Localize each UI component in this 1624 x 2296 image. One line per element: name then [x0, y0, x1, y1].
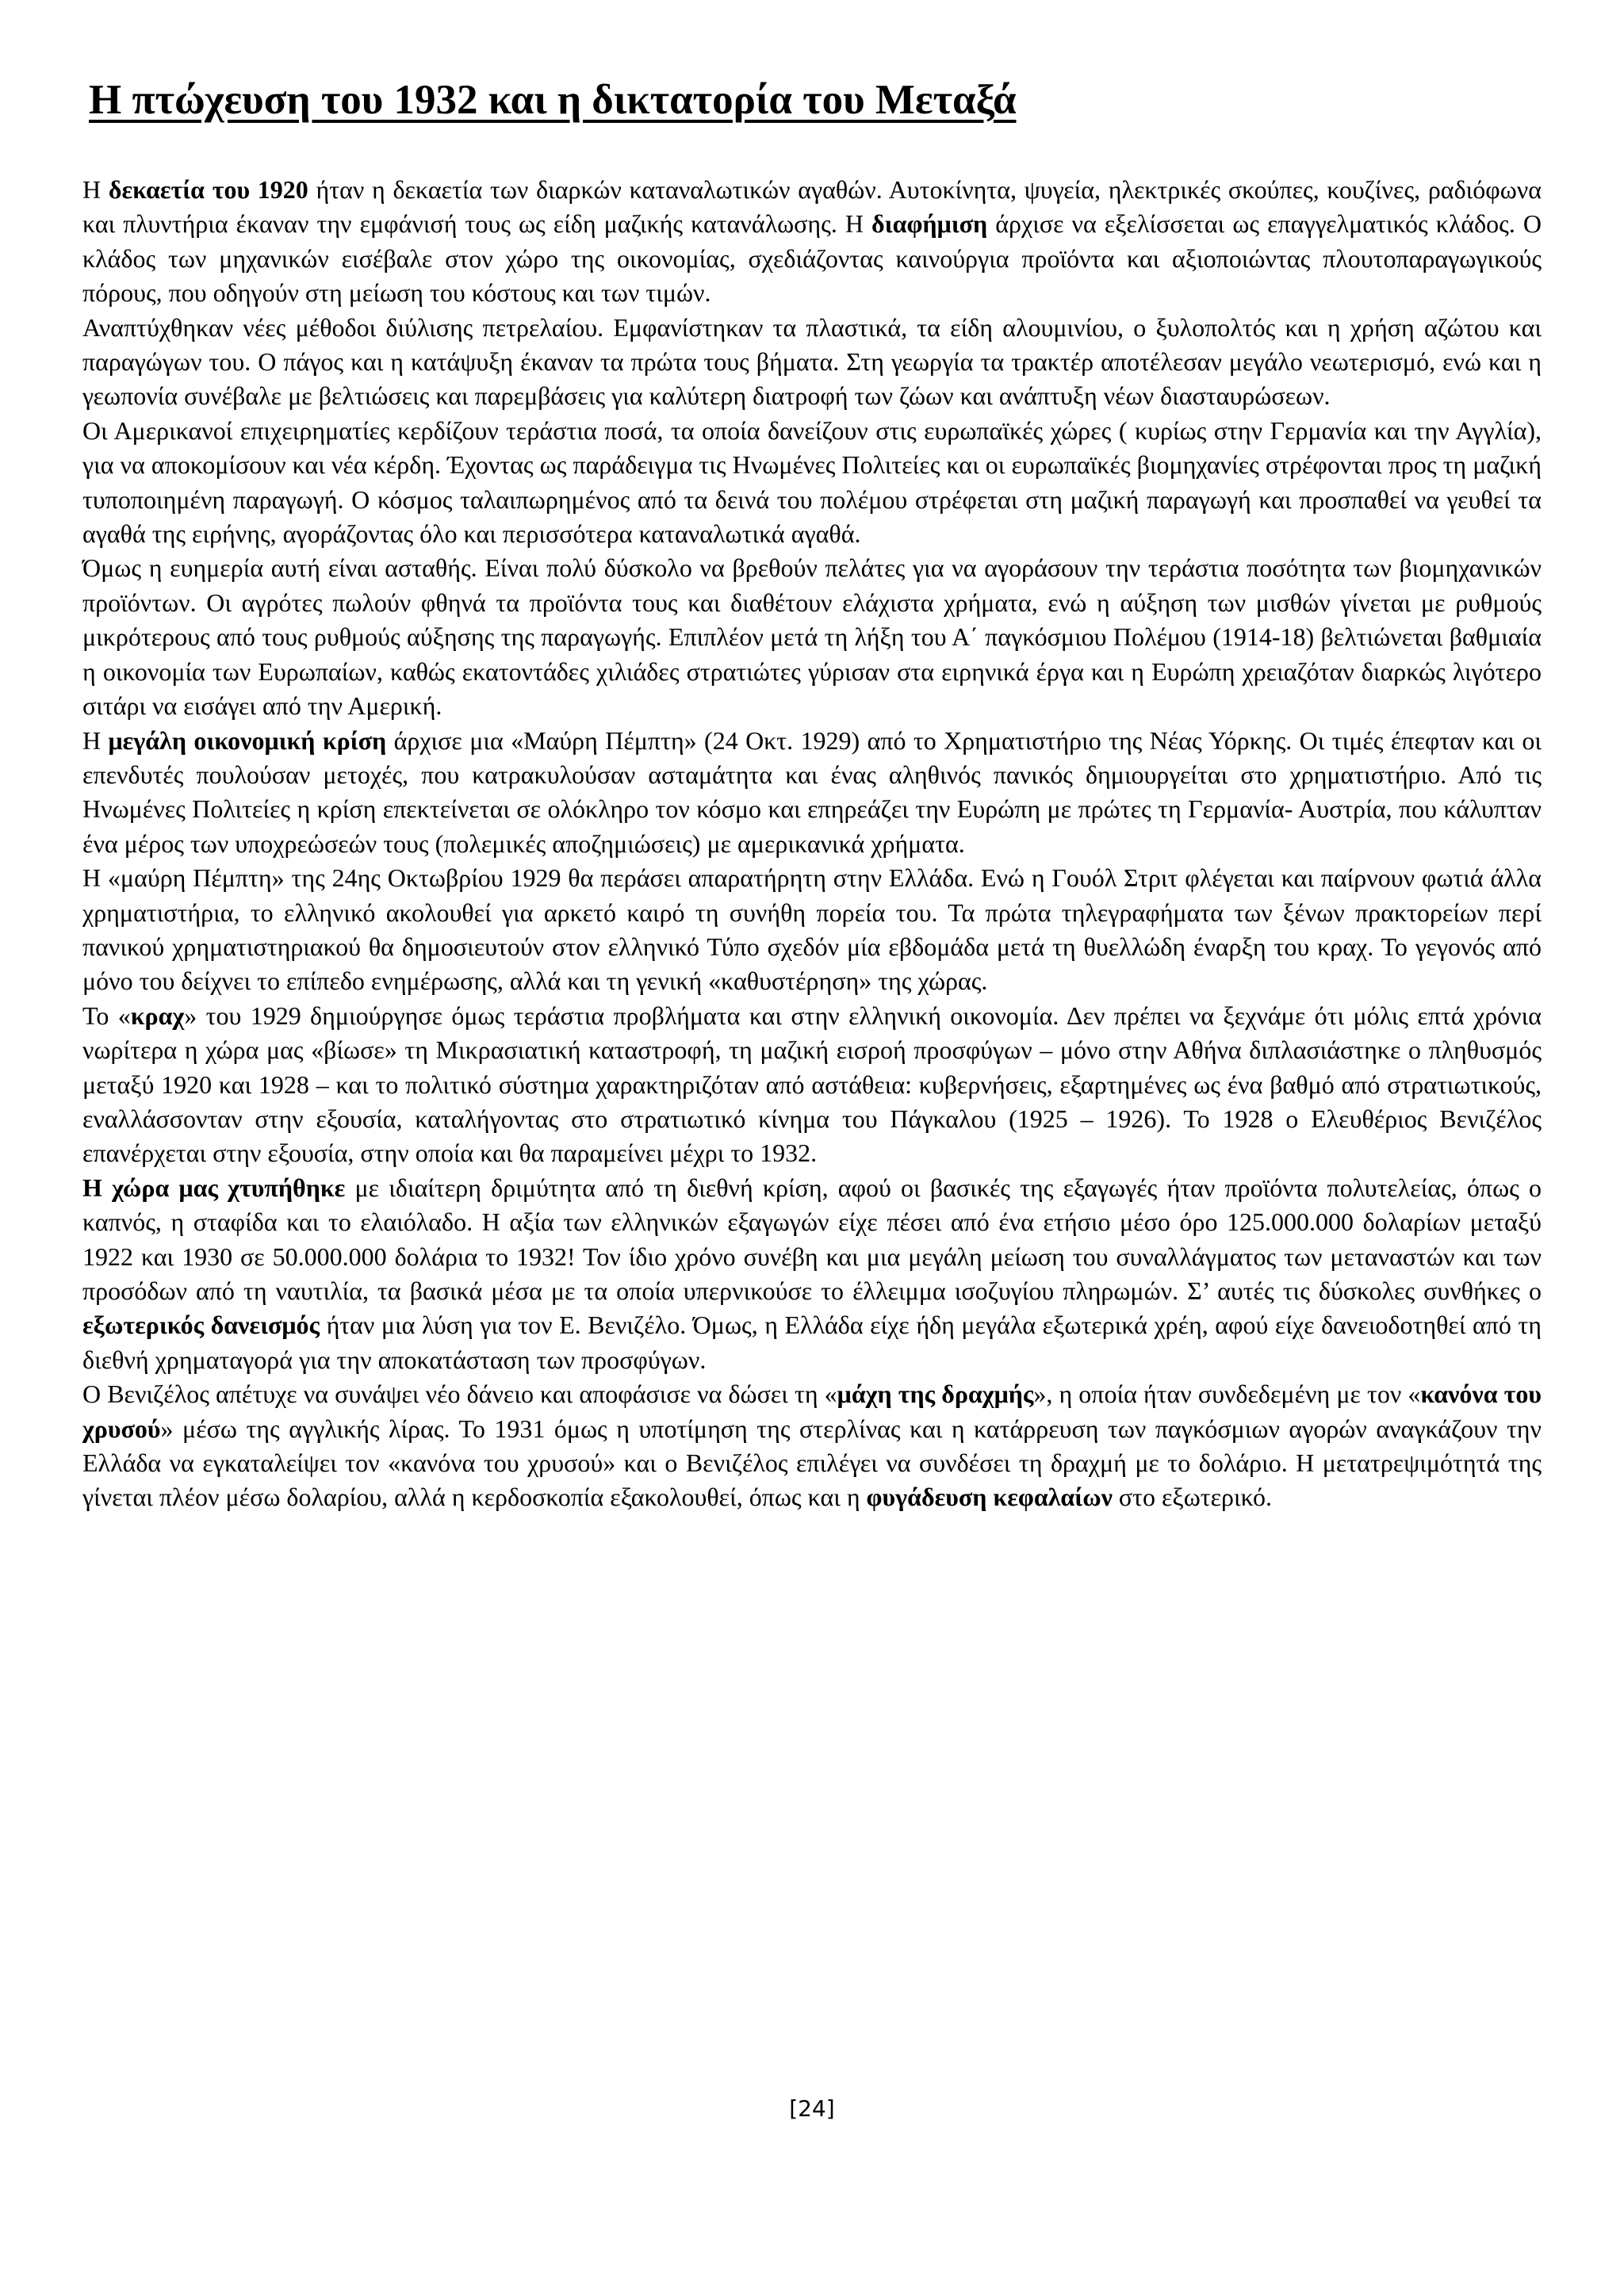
page-number: [24] [789, 2095, 835, 2122]
paragraph-1 [82, 173, 1542, 311]
paragraph-7-bold-crash: κραχ [130, 1001, 185, 1030]
paragraph-9 [82, 1377, 1542, 1515]
paragraph-2: Αναπτύχθηκαν νέες μέθοδοι διύλισης πετρελαίου. Εμφανίστηκαν τα πλαστικά, τα είδη αλουμινίου, ο ξυλοπολτός και η χρήση αζώτου και παραγώγων του. Ο πάγος και η κατάψυξη έκαναν τα πρώτα τους βήματα. Στη γεωργία τα τρακτέρ αποτέλεσαν μεγάλο νεωτερισμό, ενώ και η γεωπονία συνέβαλε με βελτιώσεις και παρεμβάσεις για καλύτερη διατροφή των ζώων και ανάπτυξη νέων διασταυρώσεων. [82, 312, 1542, 411]
paragraph-5-bold-crisis: μεγάλη οικονομική κρίση [108, 725, 387, 755]
paragraph-9-bold-capital-flight: φυγάδευση κεφαλαίων [866, 1483, 1113, 1512]
paragraph-5-text-b: άρχισε μια «Μαύρη Πέμπτη» (24 Οκτ. 1929) από το Χρηματιστήριο της Νέας Υόρκης. Οι τιμές έπεφταν και οι επενδυτές πουλούσαν μετοχές, που κατρακυλούσαν ασταμάτητα και ένας αληθινός πανικός δημιουργείται στο χρηματιστήριο. Από τις Ηνωμένες Πολιτείες η κρίση επεκτείνεται σε ολόκληρο τον κόσμο και επηρεάζει την Ευρώπη με πρώτες τη Γερμανία- Αυστρία, που κάλυπταν ένα μέρος των υποχρεώσεών τους (πολεμικές αποζημιώσεις) με αμερικανικά χρήματα. [82, 725, 1542, 858]
page-title: Η πτώχευση του 1932 και η δικτατορία του Μεταξά [89, 77, 1017, 123]
paragraph-8-text-b: ήταν μια λύση για τον Ε. Βενιζέλο. Όμως, η Ελλάδα είχε ήδη μεγάλα εξωτερικά χρέη, αφού είχε δανειοδοτηθεί από τη διεθνή χρηματαγορά για την αποκατάσταση των προσφύγων. [82, 1311, 1542, 1374]
paragraph-9-text-d: στο εξωτερικό. [1112, 1483, 1273, 1512]
article-body [82, 173, 1542, 1515]
paragraph-1-text-a: Η [82, 175, 109, 204]
paragraph-9-text-b: », η οποία ήταν συνδεδεμένη με τον « [1033, 1380, 1421, 1409]
paragraph-1-text-b: ήταν η δεκαετία των διαρκών καταναλωτικών αγαθών. Αυτοκίνητα, ψυγεία, ηλεκτρικές σκούπες, κουζίνες, ραδιόφωνα και πλυντήρια έκαναν την εμφάνισή τους ως είδη μαζικής κατανάλωσης. Η [82, 175, 1542, 239]
paragraph-1-bold-advertising: διαφήμιση [871, 209, 988, 239]
paragraph-5 [82, 724, 1542, 862]
paragraph-9-text-c: » μέσω της αγγλικής λίρας. Το 1931 όμως η υποτίμηση της στερλίνας και η κατάρρευση των παγκόσμιων αγορών αναγκάζουν την Ελλάδα να εγκαταλείψει τον «κανόνα του χρυσού» και ο Βενιζέλος επιλέγει να συνδέσει τη δραχμή με το δολάριο. Η μετατρεψιμότητά της γίνεται πλέον μέσω δολαρίου, αλλά η κερδοσκοπία εξακολουθεί, όπως και η [82, 1414, 1542, 1512]
paragraph-7-text-b: » του 1929 δημιούργησε όμως τεράστια προβλήματα και στην ελληνική οικονομία. Δεν πρέπει να ξεχνάμε ότι μόλις επτά χρόνια νωρίτερα η χώρα μας «βίωσε» τη Μικρασιατική καταστροφή, τη μαζική εισροή προσφύγων – μόνο στην Αθήνα διπλασιάστηκε ο πληθυσμός μεταξύ 1920 και 1928 – και το πολιτικό σύστημα χαρακτηριζόταν από αστάθεια: κυβερνήσεις, εξαρτημένες ως ένα βαθμό από στρατιωτικούς, εναλλάσσονταν στην εξουσία, καταλήγοντας στο στρατιωτικό κίνημα του Πάγκαλου (1925 – 1926). Το 1928 ο Ελευθέριος Βενιζέλος επανέρχεται στην εξουσία, στην οποία και θα παραμείνει μέχρι το 1932. [82, 1001, 1542, 1168]
paragraph-6: Η «μαύρη Πέμπτη» της 24ης Οκτωβρίου 1929 θα περάσει απαρατήρητη στην Ελλάδα. Ενώ η Γουόλ Στριτ φλέγεται και παίρνουν φωτιά άλλα χρηματιστήρια, το ελληνικό ακολουθεί για αρκετό καιρό τη συνήθη πορεία του. Τα πρώτα τηλεγραφήματα των ξένων πρακτορείων περί πανικού χρηματιστηριακού θα δημοσιευτούν στον ελληνικό Τύπο σχεδόν μία εβδομάδα μετά τη θυελλώδη έναρξη του κραχ. Το γεγονός από μόνο του δείχνει το επίπεδο ενημέρωσης, αλλά και τη γενική «καθυστέρηση» της χώρας. [82, 863, 1542, 996]
paragraph-8-bold-external-borrowing: εξωτερικός δανεισμός [82, 1311, 320, 1340]
paragraph-5-text-a: Η [82, 725, 109, 755]
paragraph-8 [82, 1171, 1542, 1377]
paragraph-7 [82, 999, 1542, 1171]
paragraph-8-bold-country-hit: Η χώρα μας χτυπήθηκε [82, 1173, 346, 1202]
paragraph-1-bold-decade: δεκαετία του 1920 [108, 175, 308, 204]
paragraph-1-text-c: άρχισε να εξελίσσεται ως επαγγελματικός κλάδος. Ο κλάδος των μηχανικών εισέβαλε στον χώρο της οικονομίας, σχεδιάζοντας καινούργια προϊόντα και αξιοποιώντας πλουτοπαραγωγικούς πόρους, που οδηγούν στη μείωση του κόστους και των τιμών. [82, 209, 1542, 308]
paragraph-3: Οι Αμερικανοί επιχειρηματίες κερδίζουν τεράστια ποσά, τα οποία δανείζουν στις ευρωπαϊκές χώρες ( κυρίως στην Γερμανία και την Αγγλία), για να αποκομίσουν και νέα κέρδη. Έχοντας ως παράδειγμα τις Ηνωμένες Πολιτείες και οι ευρωπαϊκές βιομηχανίες στρέφονται προς τη μαζική τυποποιημένη παραγωγή. Ο κόσμος ταλαιπωρημένος από τα δεινά του πολέμου στρέφεται στη μαζική παραγωγή και προσπαθεί να γευθεί τα αγαθά της ειρήνης, αγοράζοντας όλο και περισσότερα καταναλωτικά αγαθά. [82, 415, 1542, 549]
paragraph-8-text-a: με ιδιαίτερη δριμύτητα από τη διεθνή κρίση, αφού οι βασικές της εξαγωγές ήταν προϊόντα πολυτελείας, όπως ο καπνός, η σταφίδα και το ελαιόλαδο. Η αξία των ελληνικών εξαγωγών είχε πέσει από ένα ετήσιο μέσο όρο 125.000.000 δολαρίων μεταξύ 1922 και 1930 σε 50.000.000 δολάρια το 1932! Τον ίδιο χρόνο συνέβη και μια μεγάλη μείωση του συναλλάγματος των μεταναστών και των προσόδων από τη ναυτιλία, τα βασικά μέσα με τα οποία υπερνικούσε το έλλειμμα ισοζυγίου πληρωμών. Σ’ αυτές τις δύσκολες συνθήκες ο [82, 1173, 1542, 1305]
paragraph-9-text-a: Ο Βενιζέλος απέτυχε να συνάψει νέο δάνειο και αποφάσισε να δώσει τη « [82, 1380, 837, 1409]
paragraph-4: Όμως η ευημερία αυτή είναι ασταθής. Είναι πολύ δύσκολο να βρεθούν πελάτες για να αγοράσουν την τεράστια ποσότητα των βιομηχανικών προϊόντων. Οι αγρότες πωλούν φθηνά τα προϊόντα τους και διαθέτουν ελάχιστα χρήματα, ενώ η αύξηση των μισθών γίνεται με ρυθμούς μικρότερους από τους ρυθμούς αύξησης της παραγωγής. Επιπλέον μετά τη λήξη του Α΄ παγκόσμιου Πολέμου (1914-18) βελτιώνεται βαθμιαία η οικονομία των Ευρωπαίων, καθώς εκατοντάδες χιλιάδες στρατιώτες γύρισαν στα ειρηνικά έργα και η Ευρώπη χρειαζόταν διαρκώς λιγότερο σιτάρι να εισάγει από την Αμερική. [82, 553, 1542, 721]
paragraph-9-bold-drachma-battle: μάχη της δραχμής [837, 1380, 1034, 1409]
paragraph-9-bold-gold-standard: κανόνα του χρυσού [82, 1380, 1542, 1443]
paragraph-7-text-a: Το « [82, 1001, 131, 1030]
